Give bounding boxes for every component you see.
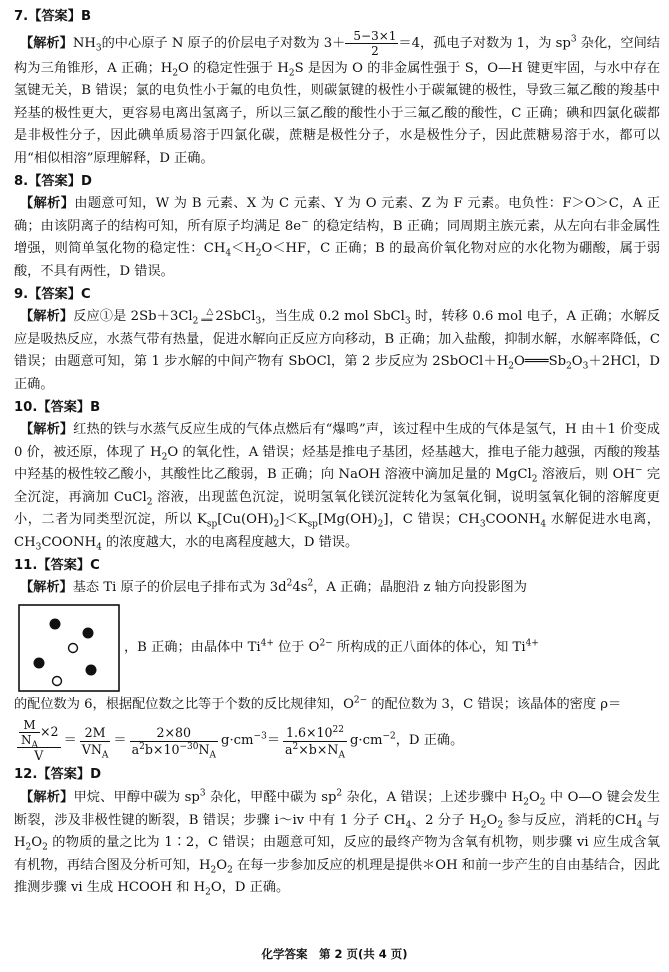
answer-line: 8.【答案】D — [14, 173, 92, 189]
filled-atom — [50, 618, 61, 629]
answer-value: C — [80, 286, 91, 302]
answer-line: 10.【答案】B — [14, 399, 101, 415]
page-footer: 化学答案 第 2 页(共 4 页) — [261, 947, 408, 961]
answer-page — [14, 6, 660, 900]
question-10 — [14, 397, 660, 555]
explanation: 【解析】红热的铁与水蒸气反应生成的气体点燃后有“爆鸣”声，该过程中生成的气体是氢气，H 由＋1 价变成 0 价，被还原，体现了 $H_2O$ 的氧化性，A 错误；烃基是推电子基团，烃基越大，推电子能力越强，丙酸的羧基中羟基的极性较乙酸小，其酸性比乙酸弱，B 正确；向 NaOH 溶液中滴加足量的 MgCl$_2$ 溶液后，则 OH− 完全沉淀，再滴加 CuCl$_2$ 溶液，出现蓝色沉淀，说明氢氧化镁沉淀转化为氢氧化铜，说明氢氧化铜的溶解度更小，二者为同类型沉淀，所以 $K_{sp}[Cu(OH)_2]<K_{sp}[Mg(OH)_2]$，C 错误；$CH_3COONH_4$ 水解促进水电离，$CH_3COONH_4$ 的浓度越大，水的电离程度越大，D 错误。 — [14, 422, 661, 553]
answer-line: 9.【答案】C — [14, 286, 91, 302]
answer-line: 11.【答案】C — [14, 557, 100, 573]
answer-value: B — [90, 399, 101, 415]
projection-text: ，B 正确；由晶体中 $Ti^{4+}$ 位于 $O^{2-}$ 所构成的正八面体的体心，知 $Ti^{4+}$ — [124, 638, 539, 655]
open-atom — [69, 643, 78, 652]
question-11 — [14, 555, 660, 765]
explanation: 【解析】由题意可知，W 为 B 元素、X 为 C 元素、Y 为 O 元素、Z 为 F 元素。电负性：F＞O＞C，A 正确；由该阴离子的结构可知，所有原子均满足 8e− 的稳定结构，B 正确；同周期主族元素，从左向右非金属性增强，则简单氢化物的稳定性：$CH_4<H_2O<HF$，C 正确；B 的最高价氧化物对应的水化物为硼酸，属于弱酸，不具有两性，D 错误。 — [14, 196, 661, 279]
equals-arrow-icon: ═══ — [524, 354, 549, 370]
open-atom — [53, 676, 62, 685]
question-9 — [14, 284, 660, 397]
fraction: $\frac{2\times 80}{a^2b\times 10^{-30}N_A}$ — [131, 724, 216, 761]
answer-line: 12.【答案】D — [14, 767, 102, 783]
unit-cell-projection — [18, 604, 120, 692]
fraction: $\frac{2M}{VN_A}$ — [81, 724, 109, 761]
filled-atom — [83, 627, 94, 638]
answer-line: 7.【答案】B — [14, 9, 91, 24]
answer-value: B — [80, 9, 91, 24]
answer-value: D — [90, 767, 102, 783]
question-12 — [14, 764, 660, 900]
heat-arrow-icon: △ ══ — [201, 306, 214, 326]
answer-value: C — [90, 557, 100, 573]
explanation: 【解析】$NH_3$的中心原子 N 原子的价层电子对数为 3＋ $\frac{5-3\times 1}{2}$ ＝4，孤电子对数为 1，为 $sp^3$ 杂化，空间结构为三角锥形，A 正确；$H_2O$ 的稳定性强于 $H_2S$ 是因为 O 的非金属性强于 S，O—H 键更牢固，与水中存在氢键无关，B 错误；氯的电负性小于氟的电负性，则碳氯键的极性小于碳氟键的极性，导致三氟乙酸的羧基中羟基的极性更大，更容易电离出氢离子，所以三氯乙酸的酸性小于三氟乙酸的酸性，C 正确；碘和四氯化碳都是非极性分子，因此碘单质易溶于四氯化碳，蔗糖是极性分子，水是极性分子，因此蔗糖易溶于水，都可以用“相似相溶”原理解释，D 正确。 — [14, 28, 661, 166]
projection-row — [14, 604, 660, 692]
answer-value: D — [80, 173, 92, 189]
explanation: 【解析】反应①是 $2Sb+3Cl_2\triangle$ ══ 2SbCl$_3$，当生成 0.2 mol SbCl$_3$ 时，转移 0.6 mol 电子，A 正确；水解反应是吸热反应，水蒸气带有热量，促进水解向正反应方向移动，B 正确；加入盐酸，抑制水解，水解率降低，C 错误；由题意可知，第 1 步水解的中间产物有 SbOCl，第 2 步反应为 $2SbOCl+H_2O═══Sb_2O_3+2HCl$，D 正确。 — [14, 306, 661, 392]
density-formula: $\frac{M}{N_A}$ ×2 V ＝ $\frac{2M}{VN_A}$ ＝ $\frac{2\times 80}{a^2b\times 10^{-30}N_A}$ $g\cdot cm^{-3}$ ＝ $\frac{1.6\times 10^{22}}{a^2\times b\times N_A}$ $g\cdot cm^{-2}$ ，D 正确。 — [14, 718, 660, 764]
explanation: 【解析】甲烷、甲醇中碳为 $sp^3$ 杂化，甲醛中碳为 $sp^2$ 杂化，A 错误；上述步骤中 $H_2O_2$ 中 O—O 键会发生断裂，涉及非极性键的断裂，B 错误；步骤 i～iv 中有 1 分子 $CH_4$、2 分子 $H_2O_2$ 参与反应，消耗的$CH_4$ 与 $H_2O_2$ 的物质的量之比为 1∶2，C 错误；由题意可知，反应的最终产物为含氧有机物，则步骤 vi 应生成含氧有机物，再结合图及分析可知，$H_2O_2$ 在每一步参加反应的机理是提供＊OH 和前一步产生的自由基结合，因此推测步骤 vi 生成 HCOOH 和 $H_2O$，D 正确。 — [14, 788, 661, 899]
question-8 — [14, 171, 660, 284]
fraction: $\frac{M}{N_A}$ ×2 V — [17, 718, 61, 764]
explanation-cont: 的配位数为 6，根据配位数之比等于个数的反比规律知，$O^{2-}$ 的配位数为 3，C 错误；该晶体的密度 ρ＝ — [14, 695, 622, 712]
fraction: $\frac{1.6\times 10^{22}}{a^2\times b\times N_A}$ — [285, 724, 345, 761]
question-7 — [14, 6, 660, 171]
filled-atom — [34, 657, 45, 668]
filled-atom — [86, 664, 97, 675]
fraction: $\frac{5-3\times 1}{2}$ — [345, 29, 398, 58]
explanation: 【解析】基态 Ti 原子的价层电子排布式为 $3d^24s^2$，A 正确；晶胞沿 z 轴方向投影图为 — [20, 578, 527, 596]
